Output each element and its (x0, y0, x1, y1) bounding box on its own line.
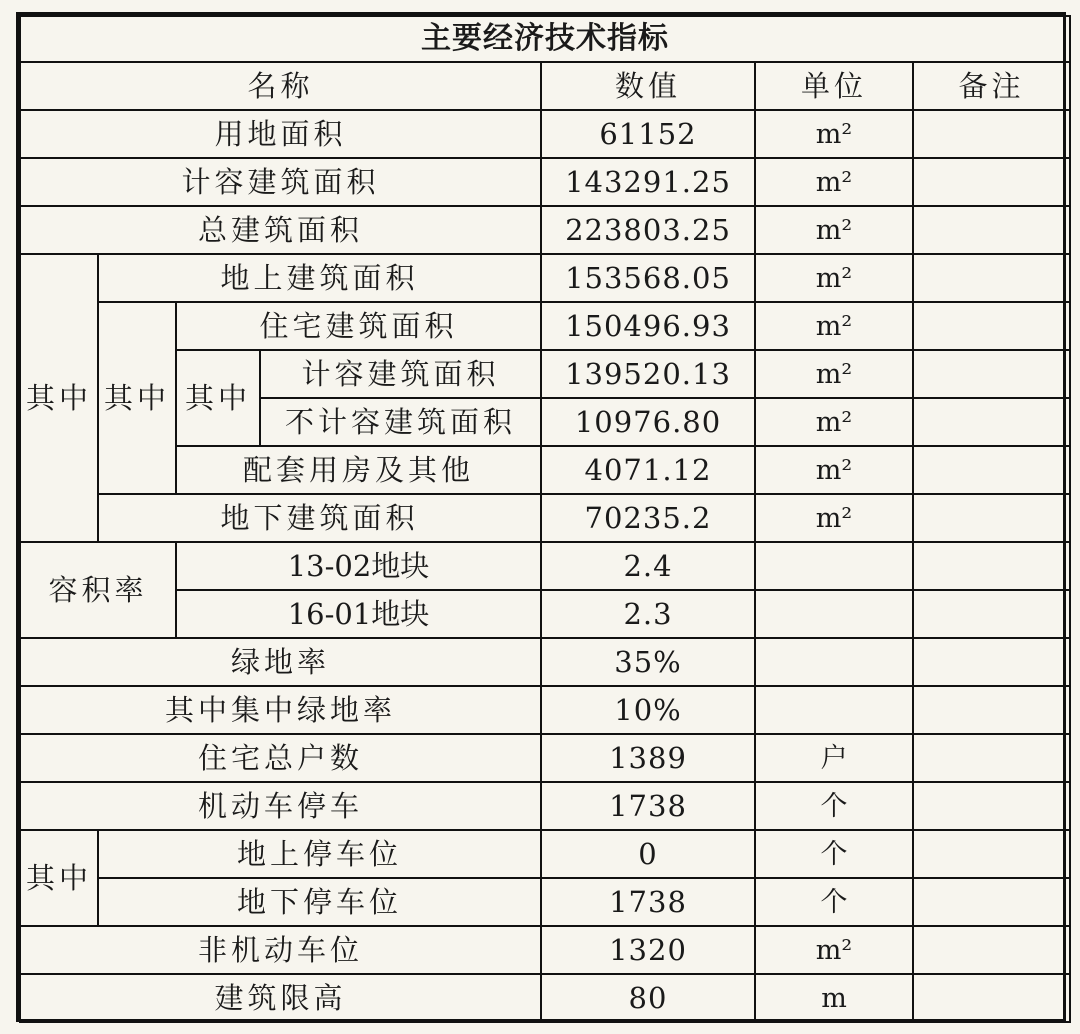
group-label-middle: 其中 (98, 302, 176, 494)
row-value: 70235.2 (541, 494, 755, 542)
row-value: 153568.05 (541, 254, 755, 302)
row-name: 绿地率 (20, 638, 541, 686)
row-value: 35% (541, 638, 755, 686)
row-value: 10976.80 (541, 398, 755, 446)
row-unit: m (755, 974, 913, 1022)
row-name: 地上停车位 (98, 830, 541, 878)
row-unit: m² (755, 206, 913, 254)
table-row (20, 878, 1070, 926)
row-unit (755, 686, 913, 734)
table-row (20, 638, 1070, 686)
row-value: 80 (541, 974, 755, 1022)
row-unit: m² (755, 398, 913, 446)
row-name: 地上建筑面积 (98, 254, 541, 302)
row-remark (913, 494, 1070, 542)
group-label-inner: 其中 (176, 350, 260, 446)
row-remark (913, 542, 1070, 590)
row-unit (755, 590, 913, 638)
row-name: 住宅建筑面积 (176, 302, 541, 350)
group-label-outer: 其中 (20, 254, 98, 542)
row-remark (913, 782, 1070, 830)
row-name: 计容建筑面积 (20, 158, 541, 206)
row-name: 配套用房及其他 (176, 446, 541, 494)
table-row (20, 350, 1070, 398)
row-unit: m² (755, 494, 913, 542)
row-remark (913, 206, 1070, 254)
row-remark (913, 734, 1070, 782)
row-remark (913, 110, 1070, 158)
row-value: 143291.25 (541, 158, 755, 206)
table-row (20, 158, 1070, 206)
table-row (20, 782, 1070, 830)
row-remark (913, 158, 1070, 206)
table-row (20, 686, 1070, 734)
row-name: 建筑限高 (20, 974, 541, 1022)
row-unit: 户 (755, 734, 913, 782)
row-value: 139520.13 (541, 350, 755, 398)
row-name: 其中集中绿地率 (20, 686, 541, 734)
header-remark: 备注 (913, 62, 1070, 110)
row-remark (913, 446, 1070, 494)
row-value: 1389 (541, 734, 755, 782)
title-row (20, 16, 1070, 62)
row-name: 住宅总户数 (20, 734, 541, 782)
header-name: 名称 (20, 62, 541, 110)
table-row (20, 926, 1070, 974)
row-unit: m² (755, 110, 913, 158)
row-name: 总建筑面积 (20, 206, 541, 254)
group-label-parking: 其中 (20, 830, 98, 926)
row-name: 地下建筑面积 (98, 494, 541, 542)
row-remark (913, 830, 1070, 878)
row-value: 150496.93 (541, 302, 755, 350)
row-name: 计容建筑面积 (260, 350, 541, 398)
header-unit: 单位 (755, 62, 913, 110)
row-remark (913, 926, 1070, 974)
row-name: 用地面积 (20, 110, 541, 158)
row-unit: 个 (755, 830, 913, 878)
row-unit: m² (755, 158, 913, 206)
table-row (20, 302, 1070, 350)
row-unit: m² (755, 302, 913, 350)
row-name: 16-01地块 (176, 590, 541, 638)
indicator-table-sheet (16, 12, 1066, 1022)
row-value: 223803.25 (541, 206, 755, 254)
table-row (20, 734, 1070, 782)
row-unit: m² (755, 350, 913, 398)
table-row (20, 542, 1070, 590)
row-unit (755, 638, 913, 686)
row-remark (913, 302, 1070, 350)
row-remark (913, 350, 1070, 398)
row-remark (913, 638, 1070, 686)
row-unit: m² (755, 926, 913, 974)
row-unit (755, 542, 913, 590)
row-name: 不计容建筑面积 (260, 398, 541, 446)
row-name: 地下停车位 (98, 878, 541, 926)
row-value: 1738 (541, 782, 755, 830)
row-remark (913, 974, 1070, 1022)
row-remark (913, 254, 1070, 302)
table-row (20, 206, 1070, 254)
row-unit: 个 (755, 878, 913, 926)
table-title: 主要经济技术指标 (20, 16, 1070, 62)
row-name: 非机动车位 (20, 926, 541, 974)
row-value: 0 (541, 830, 755, 878)
row-value: 10% (541, 686, 755, 734)
header-value: 数值 (541, 62, 755, 110)
row-remark (913, 590, 1070, 638)
header-row (20, 62, 1070, 110)
table-row (20, 494, 1070, 542)
row-name: 13-02地块 (176, 542, 541, 590)
row-remark (913, 686, 1070, 734)
table-row (20, 590, 1070, 638)
far-label: 容积率 (20, 542, 176, 638)
economic-indicators-table (19, 15, 1071, 1023)
table-row (20, 974, 1070, 1022)
row-unit: m² (755, 254, 913, 302)
row-remark (913, 878, 1070, 926)
row-value: 4071.12 (541, 446, 755, 494)
row-unit: 个 (755, 782, 913, 830)
row-value: 2.4 (541, 542, 755, 590)
table-row (20, 830, 1070, 878)
row-name: 机动车停车 (20, 782, 541, 830)
table-row (20, 254, 1070, 302)
table-row (20, 110, 1070, 158)
row-value: 1738 (541, 878, 755, 926)
row-value: 61152 (541, 110, 755, 158)
table-row (20, 446, 1070, 494)
row-value: 2.3 (541, 590, 755, 638)
row-unit: m² (755, 446, 913, 494)
row-value: 1320 (541, 926, 755, 974)
row-remark (913, 398, 1070, 446)
